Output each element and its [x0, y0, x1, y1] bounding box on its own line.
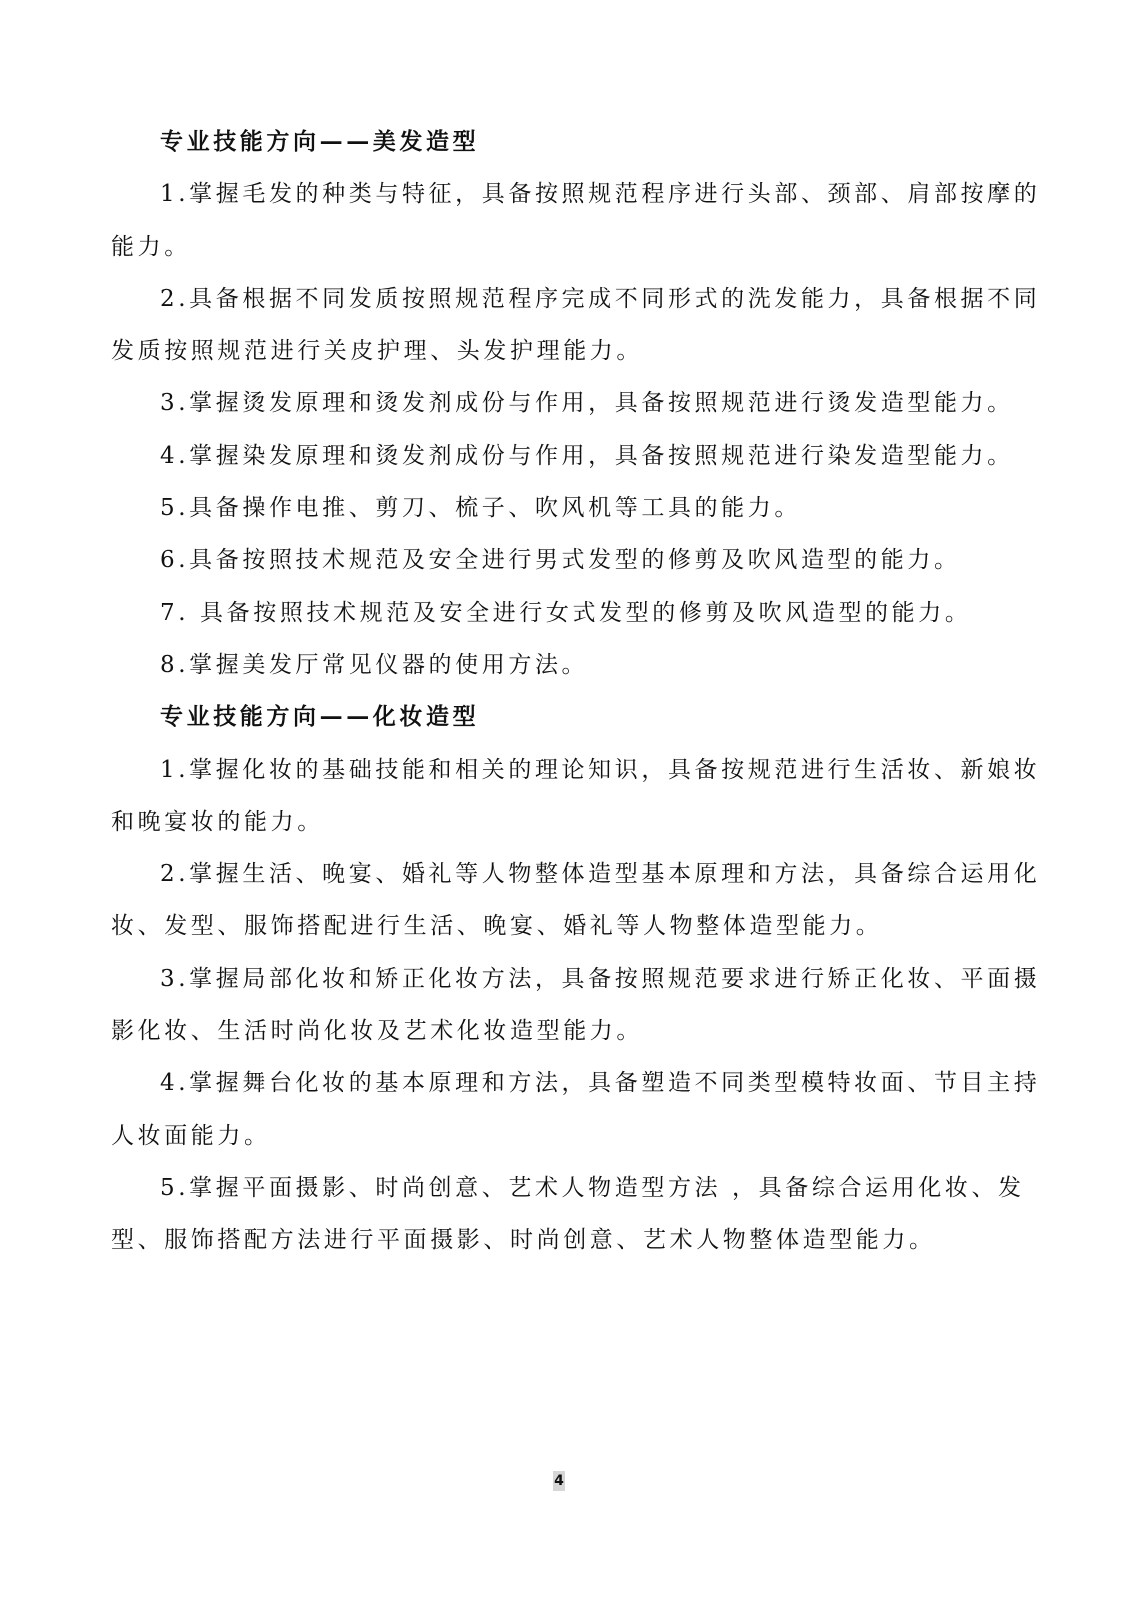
- paragraph-line: 3.掌握局部化妆和矫正化妆方法，具备按照规范要求进行矫正化妆、平面摄: [160, 965, 1041, 992]
- paragraph-line: 1.掌握毛发的种类与特征，具备按照规范程序进行头部、颈部、肩部按摩的: [160, 181, 1041, 208]
- paragraph-line: 妆、发型、服饰搭配进行生活、晚宴、婚礼等人物整体造型能力。: [111, 913, 883, 940]
- paragraph-line: 5.掌握平面摄影、时尚创意、艺术人物造型方法 ，具备综合运用化妆、发: [160, 1174, 1025, 1201]
- section-heading-makeup-styling: 专业技能方向——化妆造型: [160, 703, 480, 731]
- paragraph-line: 6.具备按照技术规范及安全进行男式发型的修剪及吹风造型的能力。: [160, 547, 961, 574]
- section-heading-hair-styling: 专业技能方向——美发造型: [160, 128, 480, 155]
- paragraph-line: 影化妆、生活时尚化妆及艺术化妆造型能力。: [111, 1018, 643, 1045]
- paragraph-line: 4.掌握染发原理和烫发剂成份与作用，具备按照规范进行染发造型能力。: [160, 442, 1014, 469]
- paragraph-line: 8.掌握美发厅常见仪器的使用方法。: [160, 651, 589, 678]
- paragraph-line: 能力。: [111, 233, 191, 260]
- paragraph-line: 发质按照规范进行关皮护理、头发护理能力。: [111, 338, 643, 365]
- paragraph-line: 5.具备操作电推、剪刀、梳子、吹风机等工具的能力。: [160, 495, 801, 522]
- page-content: [111, 116, 1041, 1267]
- paragraph-line: 2.具备根据不同发质按照规范程序完成不同形式的洗发能力，具备根据不同: [160, 285, 1041, 312]
- paragraph-line: 7. 具备按照技术规范及安全进行女式发型的修剪及吹风造型的能力。: [160, 599, 972, 626]
- paragraph-line: 4.掌握舞台化妆的基本原理和方法，具备塑造不同类型模特妆面、节目主持: [160, 1070, 1041, 1097]
- page-number: 4: [554, 1473, 564, 1489]
- paragraph-line: 人妆面能力。: [111, 1122, 271, 1149]
- paragraph-line: 2.掌握生活、晚宴、婚礼等人物整体造型基本原理和方法，具备综合运用化: [160, 861, 1041, 888]
- paragraph-line: 1.掌握化妆的基础技能和相关的理论知识，具备按规范进行生活妆、新娘妆: [160, 756, 1041, 783]
- paragraph-line: 型、服饰搭配方法进行平面摄影、时尚创意、艺术人物整体造型能力。: [111, 1227, 936, 1254]
- paragraph-line: 和晚宴妆的能力。: [111, 808, 324, 835]
- paragraph-line: 3.掌握烫发原理和烫发剂成份与作用，具备按照规范进行烫发造型能力。: [160, 390, 1014, 417]
